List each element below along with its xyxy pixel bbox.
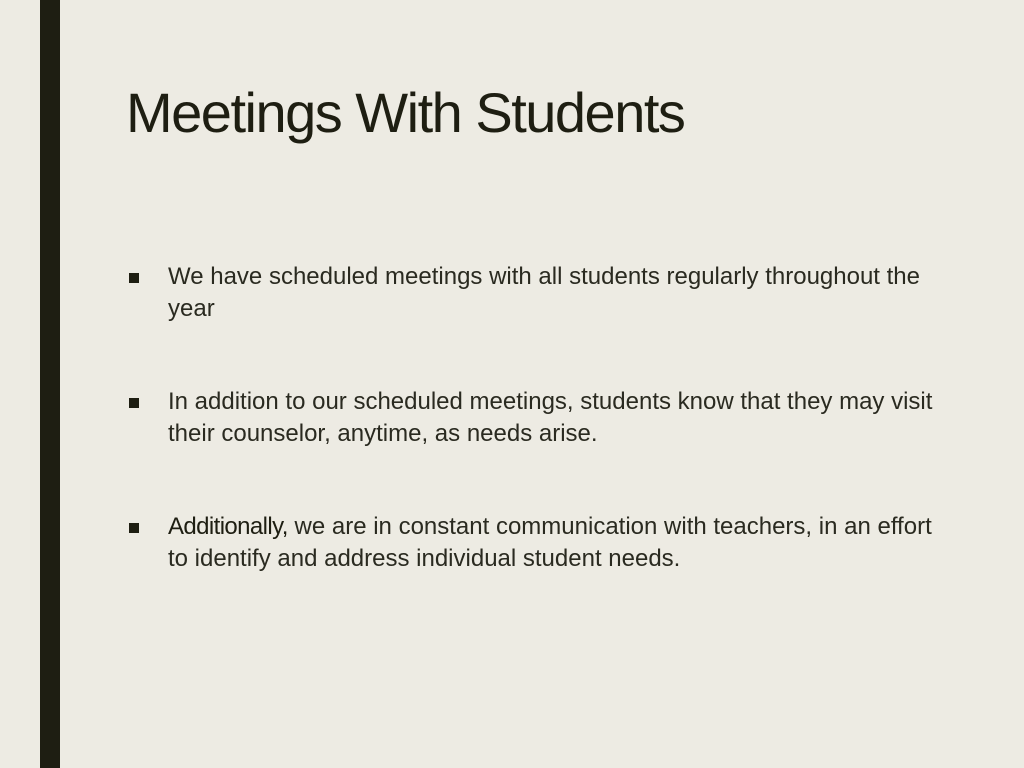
bullet-text: In addition to our scheduled meetings, students know that they may visit their counselor, anytime, as needs arise.	[168, 388, 933, 447]
bullet-item	[126, 261, 946, 325]
bullet-item	[126, 511, 946, 575]
bullet-item	[126, 386, 946, 450]
slide-title: Meetings With Students	[126, 81, 685, 144]
square-bullet-icon	[129, 398, 139, 408]
square-bullet-icon	[129, 273, 139, 283]
square-bullet-icon	[129, 523, 139, 533]
accent-bar	[40, 0, 60, 768]
bullet-lead-word: Additionally,	[168, 513, 288, 540]
bullet-text: We have scheduled meetings with all students regularly throughout the year	[168, 263, 921, 322]
bullet-text: we are in constant communication with teachers, in an effort to identify and address individual student needs.	[168, 513, 932, 572]
bullet-list	[126, 261, 946, 575]
